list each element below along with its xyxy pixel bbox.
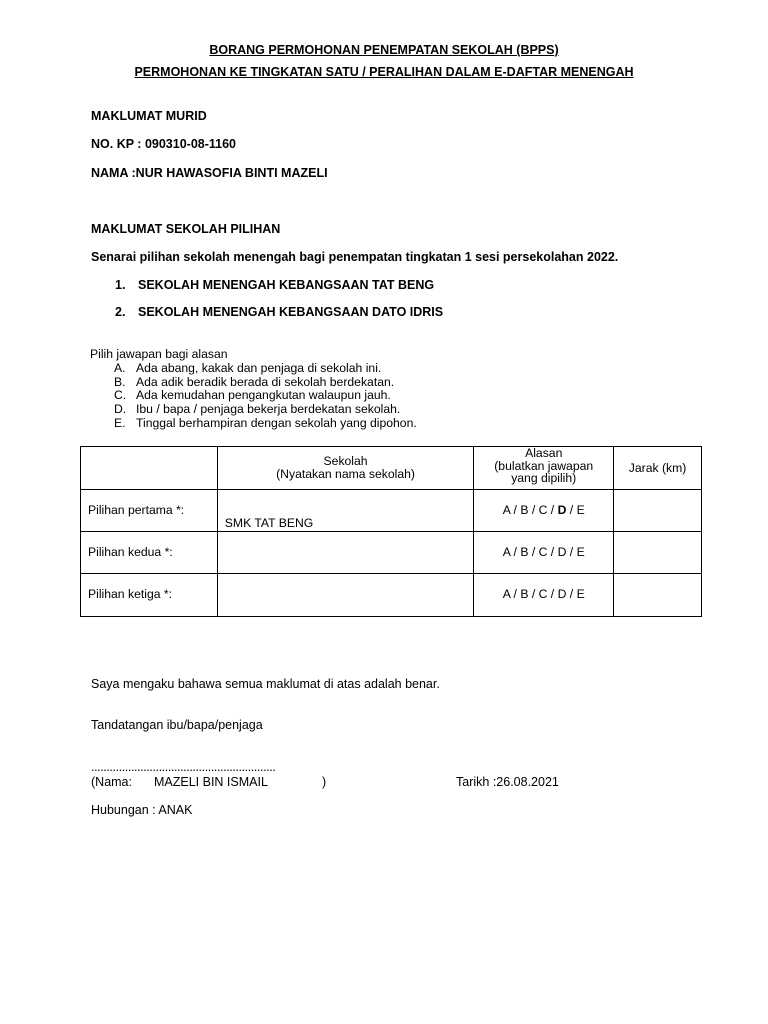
header-blank-cell: [81, 447, 218, 490]
reason-letter: A.: [114, 360, 126, 375]
reason-letter: D.: [114, 402, 127, 417]
relation-field: Hubungan : ANAK: [91, 803, 193, 817]
header-reason-hint: (bulatkan jawapan: [494, 458, 594, 473]
distance-field[interactable]: [614, 490, 702, 532]
parent-name-value: MAZELI BIN ISMAIL: [154, 775, 268, 789]
reasons-list: [90, 348, 417, 431]
distance-field[interactable]: [614, 532, 702, 574]
signature-label: Tandatangan ibu/bapa/penjaga: [91, 718, 263, 732]
choice-label: Pilihan kedua *:: [81, 532, 218, 574]
declaration-statement: Saya mengaku bahawa semua maklumat di atas adalah benar.: [91, 677, 440, 691]
reason-letter: C.: [114, 388, 127, 403]
reason-option-d[interactable]: D: [557, 587, 567, 601]
table-row: [81, 490, 702, 532]
date-field: Tarikh :26.08.2021: [456, 775, 559, 789]
choice-label: Pilihan pertama *:: [81, 490, 218, 532]
student-name: NAMA :NUR HAWASOFIA BINTI MAZELI: [91, 166, 328, 180]
reason-option-d[interactable]: D: [557, 545, 567, 559]
choice-number: 1.: [115, 278, 126, 292]
reason-text: Ada kemudahan pengangkutan walaupun jauh.: [136, 388, 391, 403]
reason-options[interactable]: A / B / C / D / E: [474, 490, 614, 532]
reason-options[interactable]: A / B / C / D / E: [474, 532, 614, 574]
school-section-title: MAKLUMAT SEKOLAH PILIHAN: [91, 222, 281, 236]
choice-number: 2.: [115, 305, 126, 319]
school-name-field[interactable]: SMK TAT BENG: [217, 490, 474, 532]
form-subtitle: PERMOHONAN KE TINGKATAN SATU / PERALIHAN DALAM E-DAFTAR MENENGAH: [134, 65, 634, 79]
distance-field[interactable]: [614, 574, 702, 617]
table-row: [81, 532, 702, 574]
header-reason-cell: [474, 447, 614, 490]
reason-letter: E.: [114, 415, 126, 430]
parent-name-label: (Nama:: [91, 775, 132, 789]
reason-item: [90, 403, 417, 417]
header-distance-cell: Jarak (km): [614, 447, 702, 490]
reason-item: [90, 362, 417, 376]
student-ic: NO. KP : 090310-08-1160: [91, 137, 237, 151]
reason-item: [90, 417, 417, 431]
table-row: [81, 574, 702, 617]
table-header-row: [81, 447, 702, 490]
school-name-field[interactable]: [217, 532, 474, 574]
reason-text: Ada abang, kakak dan penjaga di sekolah ini.: [136, 360, 382, 375]
reason-text: Tinggal berhampiran dengan sekolah yang dipohon.: [136, 415, 417, 430]
school-choice-table: [80, 446, 702, 617]
reasons-prompt: Pilih jawapan bagi alasan: [90, 347, 228, 361]
school-intro: Senarai pilihan sekolah menengah bagi penempatan tingkatan 1 sesi persekolahan 2022.: [91, 250, 619, 264]
choice-label: Pilihan ketiga *:: [81, 574, 218, 617]
reason-letter: B.: [114, 374, 126, 389]
reason-text: Ibu / bapa / penjaga bekerja berdekatan sekolah.: [136, 402, 401, 417]
choice-school-name: SEKOLAH MENENGAH KEBANGSAAN TAT BENG: [138, 278, 435, 292]
choice-school-name: SEKOLAH MENENGAH KEBANGSAAN DATO IDRIS: [138, 305, 444, 319]
signature-line: ............................................................: [91, 760, 276, 774]
header-reason-hint-2: yang dipilih): [511, 471, 577, 485]
reason-item: [90, 376, 417, 390]
parent-name-close: ): [322, 775, 327, 789]
reason-options[interactable]: A / B / C / D / E: [474, 574, 614, 617]
school-name-field[interactable]: [217, 574, 474, 617]
header-school-title: Sekolah: [323, 454, 368, 468]
header-school-cell: [217, 447, 474, 490]
reason-item: [90, 389, 417, 403]
student-section-title: MAKLUMAT MURID: [91, 109, 207, 123]
header-school-hint: (Nyatakan nama sekolah): [276, 467, 415, 481]
header-reason-title: Alasan: [525, 446, 563, 460]
reason-text: Ada adik beradik berada di sekolah berdekatan.: [136, 374, 395, 389]
selected-reason[interactable]: D: [557, 503, 567, 517]
form-title: BORANG PERMOHONAN PENEMPATAN SEKOLAH (BPPS): [209, 43, 559, 57]
